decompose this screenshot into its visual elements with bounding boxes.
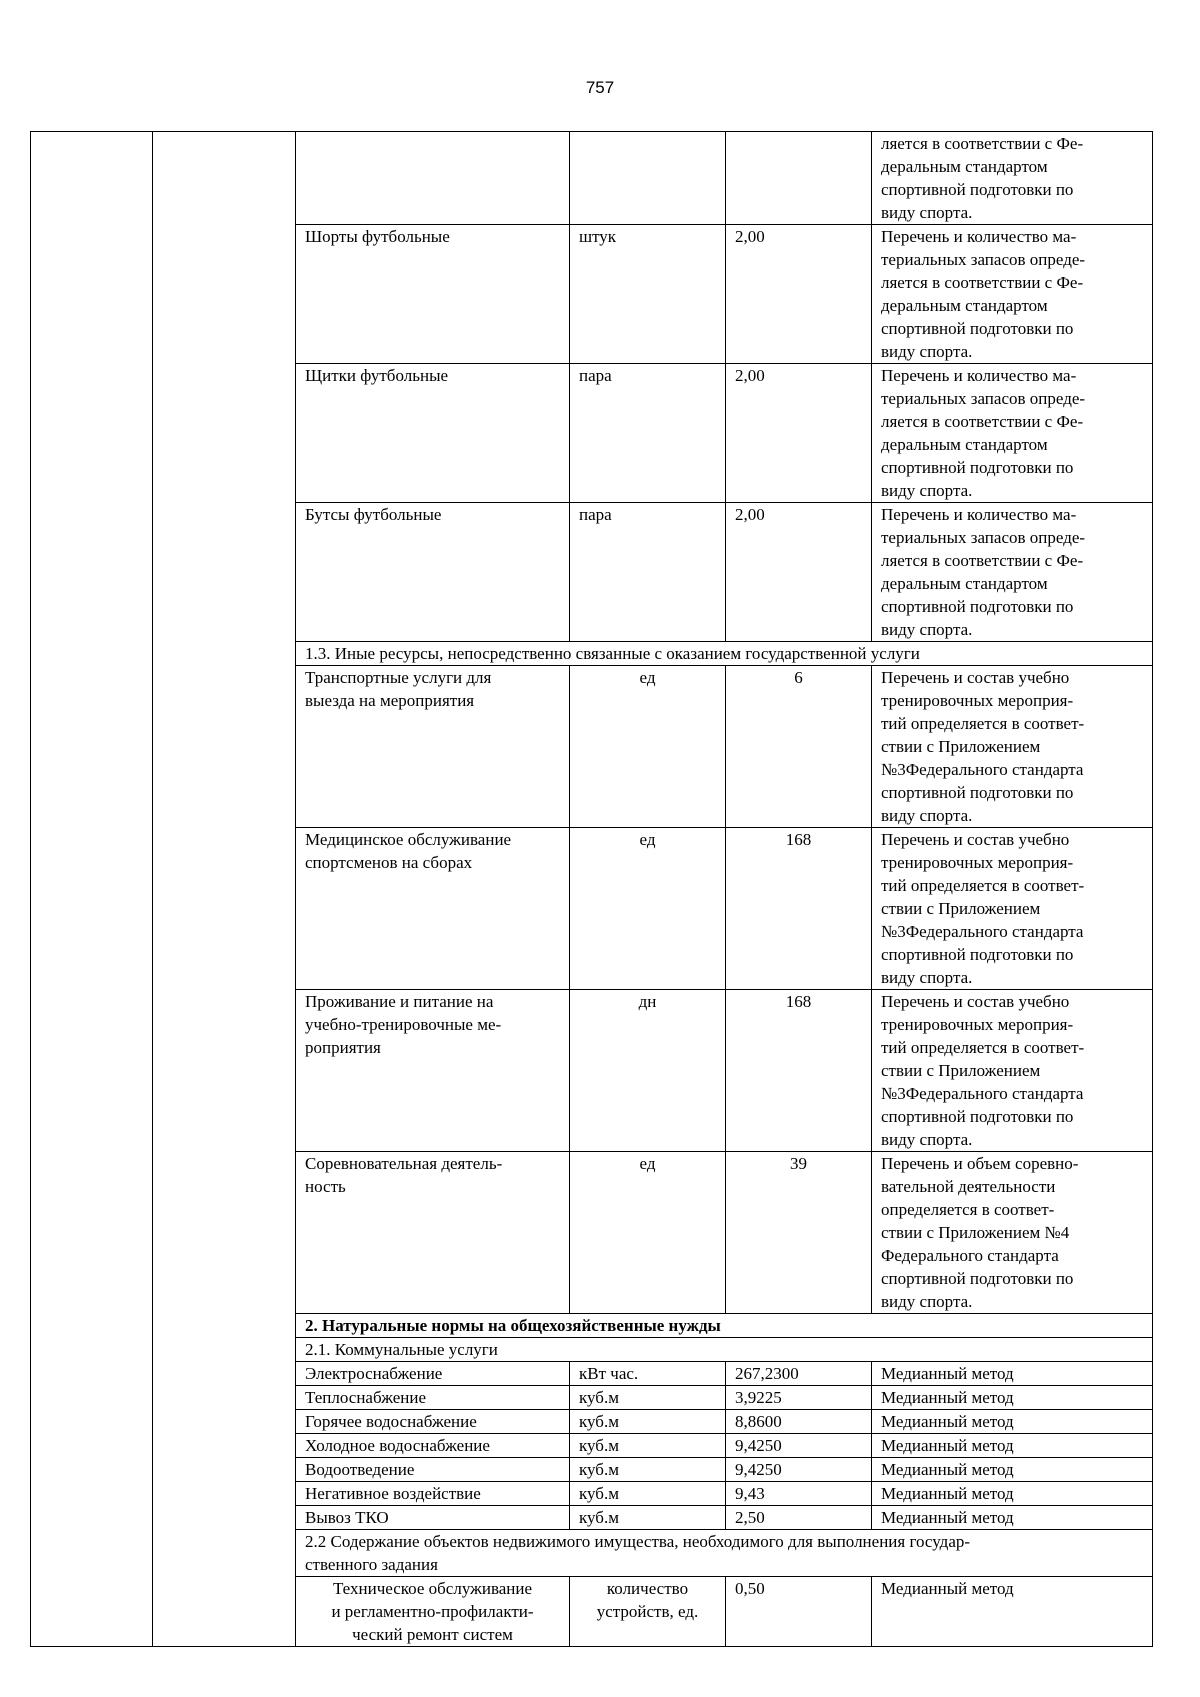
page-number: 757 [585, 78, 615, 97]
norms-table [30, 131, 1153, 1647]
norm-value: 6 [726, 666, 872, 828]
norm-value: 39 [726, 1152, 872, 1314]
resource-name: Водоотведение [296, 1458, 570, 1482]
justification-note: Перечень и количество ма- териальных запасов опреде- ляется в соответствии с Фе- деральным стандартом спортивной подготовки по виду спорта. [872, 364, 1153, 503]
section-heading: 2.1. Коммунальные услуги [296, 1338, 1153, 1362]
justification-note: Перечень и количество ма- териальных запасов опреде- ляется в соответствии с Фе- деральным стандартом спортивной подготовки по виду спорта. [872, 503, 1153, 642]
justification-note: Медианный метод [872, 1482, 1153, 1506]
unit-of-measure: куб.м [570, 1386, 726, 1410]
norm-value: 168 [726, 990, 872, 1152]
resource-name: Теплоснабжение [296, 1386, 570, 1410]
unit-of-measure: штук [570, 225, 726, 364]
unit-of-measure: куб.м [570, 1458, 726, 1482]
justification-note: Перечень и объем соревно- вательной деятельности определяется в соответ- ствии с Приложением №4 Федерального стандарта спортивной подготовки по виду спорта. [872, 1152, 1153, 1314]
unit-of-measure: кВт час. [570, 1362, 726, 1386]
unit-of-measure: ед [570, 666, 726, 828]
resource-name: Проживание и питание на учебно-тренировочные ме- роприятия [296, 990, 570, 1152]
norm-value: 0,50 [726, 1577, 872, 1647]
norm-value: 168 [726, 828, 872, 990]
table-row [31, 132, 1153, 225]
unit-of-measure: пара [570, 503, 726, 642]
resource-name: Вывоз ТКО [296, 1506, 570, 1530]
justification-note: Медианный метод [872, 1506, 1153, 1530]
resource-name: Транспортные услуги для выезда на мероприятия [296, 666, 570, 828]
unit-of-measure: куб.м [570, 1506, 726, 1530]
norm-value: 2,00 [726, 503, 872, 642]
norm-value: 2,00 [726, 364, 872, 503]
outer-column-2 [153, 132, 296, 1647]
norm-value: 3,9225 [726, 1386, 872, 1410]
resource-name: Щитки футбольные [296, 364, 570, 503]
unit-of-measure: дн [570, 990, 726, 1152]
section-heading: 2. Натуральные нормы на общехозяйственные нужды [296, 1314, 1153, 1338]
resource-name: Техническое обслуживание и регламентно-профилакти- ческий ремонт систем [296, 1577, 570, 1647]
norm-value [726, 132, 872, 225]
justification-note: ляется в соответствии с Фе- деральным стандартом спортивной подготовки по виду спорта. [872, 132, 1153, 225]
unit-of-measure: куб.м [570, 1482, 726, 1506]
unit-of-measure [570, 132, 726, 225]
unit-of-measure: куб.м [570, 1410, 726, 1434]
resource-name: Горячее водоснабжение [296, 1410, 570, 1434]
unit-of-measure: ед [570, 828, 726, 990]
resource-name: Шорты футбольные [296, 225, 570, 364]
justification-note: Медианный метод [872, 1434, 1153, 1458]
outer-column-1 [31, 132, 153, 1647]
norm-value: 9,43 [726, 1482, 872, 1506]
unit-of-measure: количество устройств, ед. [570, 1577, 726, 1647]
resource-name: Соревновательная деятель- ность [296, 1152, 570, 1314]
norms-table-body [31, 132, 1153, 1647]
justification-note: Перечень и количество ма- териальных запасов опреде- ляется в соответствии с Фе- деральным стандартом спортивной подготовки по виду спорта. [872, 225, 1153, 364]
norm-value: 9,4250 [726, 1434, 872, 1458]
unit-of-measure: пара [570, 364, 726, 503]
justification-note: Перечень и состав учебно тренировочных мероприя- тий определяется в соответ- ствии с Приложением №3Федерального стандарта спортивной подготовки по виду спорта. [872, 990, 1153, 1152]
justification-note: Медианный метод [872, 1577, 1153, 1647]
section-heading: 2.2 Содержание объектов недвижимого имущества, необходимого для выполнения государ- ственного задания [296, 1530, 1153, 1577]
norm-value: 8,8600 [726, 1410, 872, 1434]
norm-value: 2,00 [726, 225, 872, 364]
justification-note: Перечень и состав учебно тренировочных мероприя- тий определяется в соответ- ствии с Приложением №3Федерального стандарта спортивной подготовки по виду спорта. [872, 828, 1153, 990]
section-heading: 1.3. Иные ресурсы, непосредственно связанные с оказанием государственной услуги [296, 642, 1153, 666]
norm-value: 267,2300 [726, 1362, 872, 1386]
resource-name: Медицинское обслуживание спортсменов на сборах [296, 828, 570, 990]
unit-of-measure: куб.м [570, 1434, 726, 1458]
unit-of-measure: ед [570, 1152, 726, 1314]
justification-note: Медианный метод [872, 1410, 1153, 1434]
norm-value: 9,4250 [726, 1458, 872, 1482]
resource-name: Холодное водоснабжение [296, 1434, 570, 1458]
resource-name [296, 132, 570, 225]
norm-value: 2,50 [726, 1506, 872, 1530]
justification-note: Перечень и состав учебно тренировочных мероприя- тий определяется в соответ- ствии с Приложением №3Федерального стандарта спортивной подготовки по виду спорта. [872, 666, 1153, 828]
resource-name: Негативное воздействие [296, 1482, 570, 1506]
resource-name: Электроснабжение [296, 1362, 570, 1386]
justification-note: Медианный метод [872, 1386, 1153, 1410]
resource-name: Бутсы футбольные [296, 503, 570, 642]
justification-note: Медианный метод [872, 1362, 1153, 1386]
justification-note: Медианный метод [872, 1458, 1153, 1482]
